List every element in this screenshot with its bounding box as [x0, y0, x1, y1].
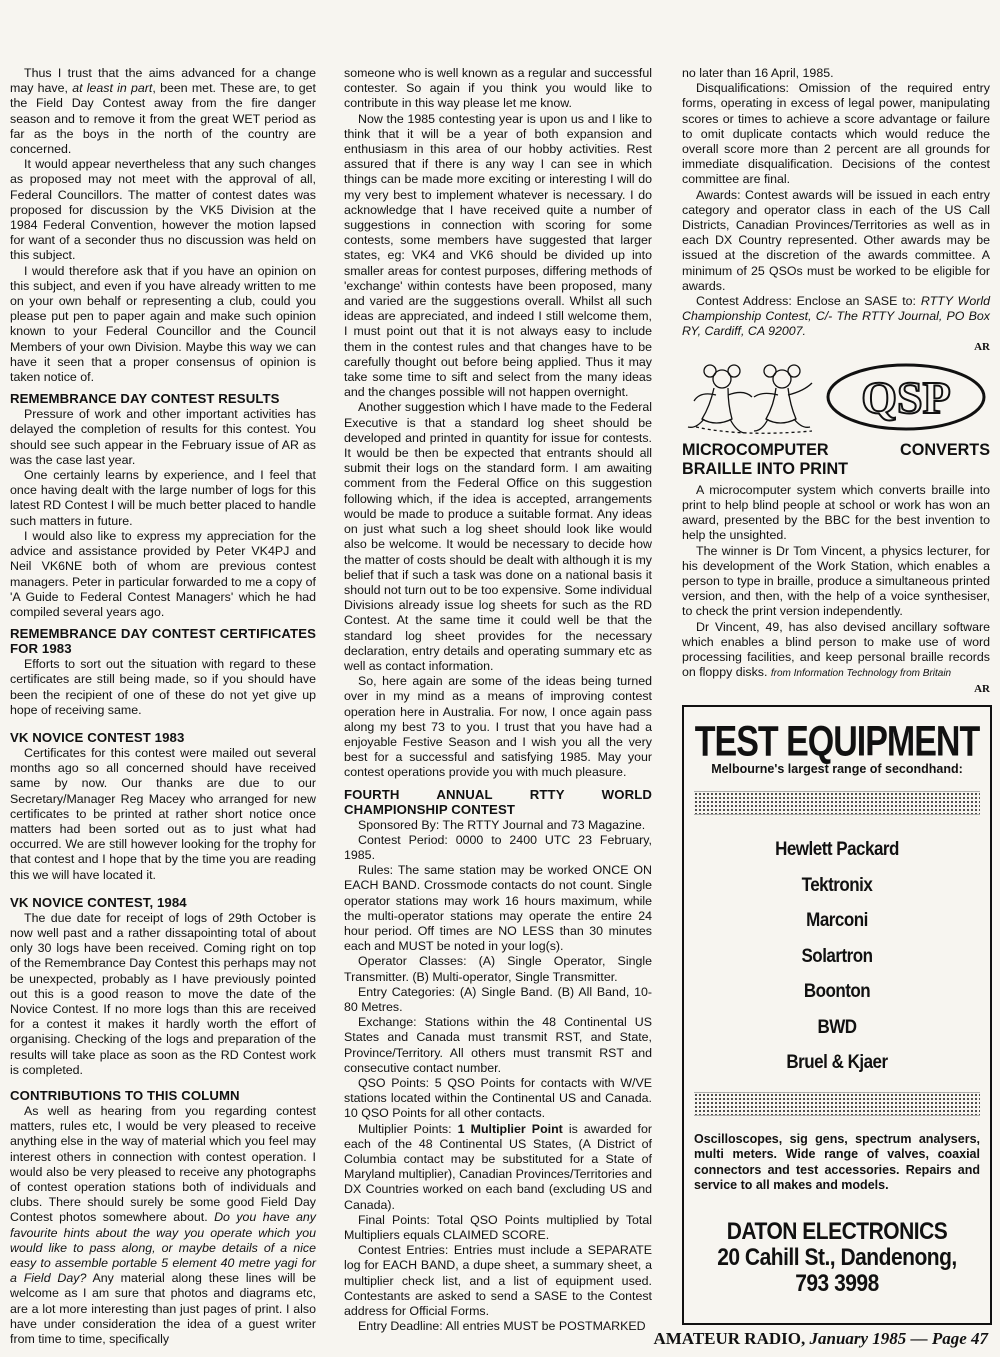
paragraph: Pressure of work and other important activities has delayed the completion of results for this contest. You should see such appear in the February issue of AR as was the case last year.: [10, 407, 316, 467]
text: , been met. These are, to get the Field Day Contest away from the fire danger season and to remove it from the great WET period as far as the boys in the north of the country are concerned.: [10, 81, 316, 157]
page-footer: [653, 1329, 988, 1349]
mice-dancing-illustration: [682, 361, 990, 439]
paragraph: [682, 294, 990, 340]
column-middle: [344, 66, 652, 1334]
paragraph: So, here again are some of the ideas being turned over in my mind as a means of improving contest operation here in Australia. For now, I once again pass along my best 73 to you. I trust that you have had a enjoyable Festive Season and I wish you all the very best for a successful and satisfying 1985. May your contest operations provide you with much pleasure.: [344, 674, 652, 780]
paragraph: Entry Deadline: All entries MUST be POSTMARKED: [358, 1319, 646, 1334]
paragraph: Awards: Contest awards will be issued in each entry category and operator class in each of the US Call Districts, Canadian Provinces/Territories as well as in each DX Country represented. Other awards may be issued at the discretion of the awards committee. A minimum of 25 QSOs must be worked to be eligible for awards.: [682, 187, 990, 293]
magazine-name: AMATEUR RADIO,: [653, 1329, 806, 1348]
ad-phone: 793 3998: [795, 1269, 879, 1297]
paragraph: [10, 66, 316, 157]
ad-description: Oscilloscopes, sig gens, spectrum analysers, multi meters. Wide range of valves, coaxial connectors and test accessories. Repairs and service to all makes and models.: [694, 1131, 980, 1193]
paragraph: Contest Entries: Entries must include a SEPARATE log for EACH BAND, a dupe sheet, a summary sheet, a multiplier check list, and a list of equipment used. Contestants are asked to send a SASE to the Contest address for Official Forms.: [344, 1243, 652, 1319]
brand-item: Hewlett Packard: [775, 837, 899, 860]
article-title: MICROCOMPUTER CONVERTS BRAILLE INTO PRINT: [682, 440, 990, 478]
section-heading: REMEMBRANCE DAY CONTEST RESULTS: [10, 391, 280, 407]
paragraph: I would also like to express my appreciation for the advice and assistance provided by Peter VK4PJ and Neil VK6NE both of whom are previous contest managers. Peter in particular forwarded to me a copy of 'A Guide to Federal Contest Managers' which he had compiled several years ago.: [10, 528, 316, 619]
text: is awarded for each of the 48 Continental US States, (A District of Columbia contact may be substituted for a State of Maryland multiplier), Canadian Provinces/Territories and DX Countries worked on each band (excluding US and Canada).: [344, 1121, 653, 1212]
section-heading: CONTRIBUTIONS TO THIS COLUMN: [10, 1087, 240, 1103]
brand-item: Tektronix: [801, 873, 873, 895]
section-heading: FOURTH ANNUAL RTTY WORLD CHAMPIONSHIP CONTEST: [344, 786, 652, 817]
paragraph: Exchange: Stations within the 48 Continental US States and Canada must transmit RST, and State, Province/Territory. All others must transmit RST and consecutive contact number.: [344, 1015, 652, 1075]
text: Dr Vincent, 49, has also devised ancillary software which enables a blind person to make use of word processing facilities, and keep personal braille records on floppy disks.: [682, 619, 990, 680]
paragraph: [10, 1104, 316, 1347]
issue-date: January 1985: [809, 1329, 907, 1348]
brand-item: Solartron: [801, 944, 873, 966]
column-right: [682, 66, 990, 1325]
halftone-band: [694, 1092, 980, 1116]
qsp-logo: [828, 365, 984, 429]
ar-endmark: AR: [974, 340, 990, 353]
page-number: — Page 47: [910, 1329, 988, 1348]
paragraph: Now the 1985 contesting year is upon us and I like to think that it will be a year of both expansion and enthusiasm in this area of our hobby activities. Rest assured that if there is any way I can see in which things can be made more exciting or interesting I will do my very best to implement whatever is necessary. I do acknowledge that I have received quite a number of suggestions in connection with scoring for some contests, some members have suggested that larger states, eg: VK4 and VK6 should be divided up into smaller areas for contest purposes, differing methods of 'exchange' within contests have been proposed, many and varied are the suggestions overall. Whilst all such ideas are appreciated, and indeed I still welcome them, I must point out that it is not always easy to include them in the contest rules and that changes have to be carefully thought out before being applied. Thus it may take some time to sift and select from the many ideas and the changes possible will not happen overnight.: [344, 111, 652, 400]
ar-endmark: AR: [974, 682, 990, 695]
paragraph: QSO Points: 5 QSO Points for contacts with W/VE stations located within the Continental US and Canada. 10 QSO Points for all other contacts.: [344, 1076, 652, 1121]
advertisement-content: [694, 717, 980, 1307]
bold-text: 1 Multiplier Point: [457, 1121, 563, 1136]
paragraph: Contest Period: 0000 to 2400 UTC 23 February, 1985.: [344, 832, 652, 862]
paragraph: no later than 16 April, 1985.: [682, 66, 834, 80]
paragraph: Entry Categories: (A) Single Band. (B) All Band, 10-80 Metres.: [344, 984, 652, 1014]
paragraph: Certificates for this contest were mailed out several months ago so all concerned should have received same by now. Our thanks are due to our Secretary/Manager Reg Macey who arranged for new certificates to be printed at rather short notice once matters had been sorted out as to just what had occurred. We are still however looking for the trophy for that contest and I hope that by the time you are reading this we will have located it.: [10, 745, 316, 882]
paragraph: [682, 620, 990, 682]
paragraph: One certainly learns by experience, and I feel that once having dealt with the large number of logs for this latest RD Contest I will be much better placed to handle such matters in future.: [10, 468, 316, 528]
paragraph: The winner is Dr Tom Vincent, a physics lecturer, for his development of the Work Station, which enables a person to type in braille, produce a simultaneous printed version, and then, with the help of a voice synthesiser, to check the print version independently.: [682, 543, 990, 619]
emphasis: RTTY World Championship Contest, C/- The RTTY Journal, PO Box RY, Cardiff, CA 92007.: [682, 294, 990, 339]
brand-list: [694, 831, 980, 1080]
paragraph: Final Points: Total QSO Points multiplied by Total Multipliers equals CLAIMED SCORE.: [344, 1212, 652, 1243]
brand-item: Marconi: [806, 908, 868, 931]
qsp-logo-text: QSP: [861, 371, 951, 423]
paragraph: [344, 1122, 652, 1213]
source-credit: from Information Technology from Britain: [770, 668, 952, 680]
ad-address: 20 Cahill St., Dandenong,: [717, 1243, 957, 1271]
paragraph: Another suggestion which I have made to the Federal Executive is that a standard log sheet should be developed and printed in quantity for issue for contests. It would be then be expected that entrants should all submit their logs on the standard form. I am awaiting comment from the Federal Office on this suggestion following which, if the idea is accepted, arrangements would be made to produce a suitable format. Any ideas on just what such a log sheet should look like would also be welcome. It would be necessary to decide how the matter of costs should be dealt with although it is my belief that if such a task was done on a national basis it should not turn out to be too expensive. Some individual Divisions already issue log sheets for such as the RD Contest. At the same time it could well be that the standard log sheet provides for the necessary declaration, entry details and operating summary etc as well as contact information.: [344, 400, 652, 673]
paragraph: Efforts to sort out the situation with regard to these certificates are still being made, so if you should have been the recipient of one of these do not yet give up hope of receiving same.: [10, 657, 316, 717]
qsp-banner: [682, 361, 990, 439]
paragraph: It would appear nevertheless that any such changes as proposed may not meet with the approval of all, Federal Councillors. The matter of contest dates was proposed for discussion by the VK5 Division at the 1984 Federal Convention, however the motion lapsed for want of a seconder thus no discussion was held on this subject.: [10, 157, 316, 263]
paragraph: someone who is well known as a regular and successful contester. So again if you think you would like to contribute in this way please let me know.: [344, 66, 652, 111]
advertisement: [682, 705, 992, 1325]
paragraph: Operator Classes: (A) Single Operator, Single Transmitter. (B) Multi-operator, Single Transmitter.: [344, 954, 652, 984]
paragraph: Rules: The same station may be worked ONCE ON EACH BAND. Crossmode contacts do not count. Single operator stations may work 16 hours maximum, while the multi-operator stations may operate the entire 24 hour period. Off times are NO LESS than 30 minutes each and MUST be noted in your log(s).: [344, 863, 652, 954]
paragraph: Sponsored By: The RTTY Journal and 73 Magazine.: [358, 817, 646, 832]
paragraph: A microcomputer system which converts braille into print to help blind people at school or work has won an award, presented by the BBC for the best invention to help the unsighted.: [682, 482, 990, 543]
ad-company: DATON ELECTRONICS: [726, 1217, 948, 1245]
column-left: [10, 66, 316, 1347]
emphasis: Do you have any favourite hints about the way you operate which you would like to pass along, or maybe details of a nice easy to assemble portable 5 element 40 metre yagi for a Field Day?: [10, 1210, 316, 1286]
section-heading: VK NOVICE CONTEST, 1984: [10, 894, 187, 910]
brand-item: BWD: [817, 1015, 857, 1037]
emphasis: at least in part: [72, 81, 153, 96]
text: Contest Address: Enclose an SASE to:: [696, 294, 921, 309]
text: Multiplier Points:: [358, 1121, 458, 1136]
text: As well as hearing from you regarding contest matters, rules etc, I would be very pleased to receive anything else in the way of material which you feel may interest others in connection with contest operation. I would also be very pleased to receive any photographs of contest operation stations both of individuals and clubs. There should surely be some good Field Day Contest photos somewhere about.: [10, 1103, 316, 1225]
section-heading: VK NOVICE CONTEST 1983: [10, 729, 185, 745]
paragraph: The due date for receipt of logs of 29th October is now well past and a rather dissapointing total of about only 30 logs have been received. Coming right on top of the Remembrance Day Contest this perhaps may not be unexpected, probably as I have previously pointed out this is a good reason to move the date of the Novice Contest. If no more logs than this are received for a contest it makes it hardly worth the effort of organising. Checking of the logs and preparation of the results will take place as soon as the RD Contest work is completed.: [10, 910, 316, 1077]
text: Any material along these lines will be welcome as I am sure that photos and diagrams etc, are a lot more interesting than just pages of print. I also have under consideration the idea of a guest writer from time to time, specifically: [10, 1271, 316, 1347]
brand-item: Boonton: [803, 979, 871, 1002]
ad-subheading: Melbourne's largest range of secondhand:: [711, 761, 963, 776]
paragraph: I would therefore ask that if you have an opinion on this subject, and even if you have already written to me on your own behalf or representing a club, could you please put pen to paper again and make such opinion known to your Federal Councillor and the Council Members of your own Division. Maybe this way we can have it seen that a proper consensus of opinion is taken notice of.: [10, 263, 316, 385]
ad-heading: TEST EQUIPMENT: [694, 717, 980, 766]
brand-item: Bruel & Kjaer: [786, 1050, 888, 1073]
halftone-band: [694, 791, 980, 815]
paragraph: Disqualifications: Omission of the required entry forms, operating in excess of legal power, manipulating scores or times to achieve a score advantage or failure to omit duplicate contacts which would reduce the overall score more than 2 percent are all grounds for immediate disqualification. Decisions of the contest committee are final.: [682, 81, 990, 187]
section-heading: REMEMBRANCE DAY CONTEST CERTIFICATES FOR 1983: [10, 626, 316, 657]
text: Thus I trust that the aims advanced for a change may have,: [10, 66, 316, 96]
